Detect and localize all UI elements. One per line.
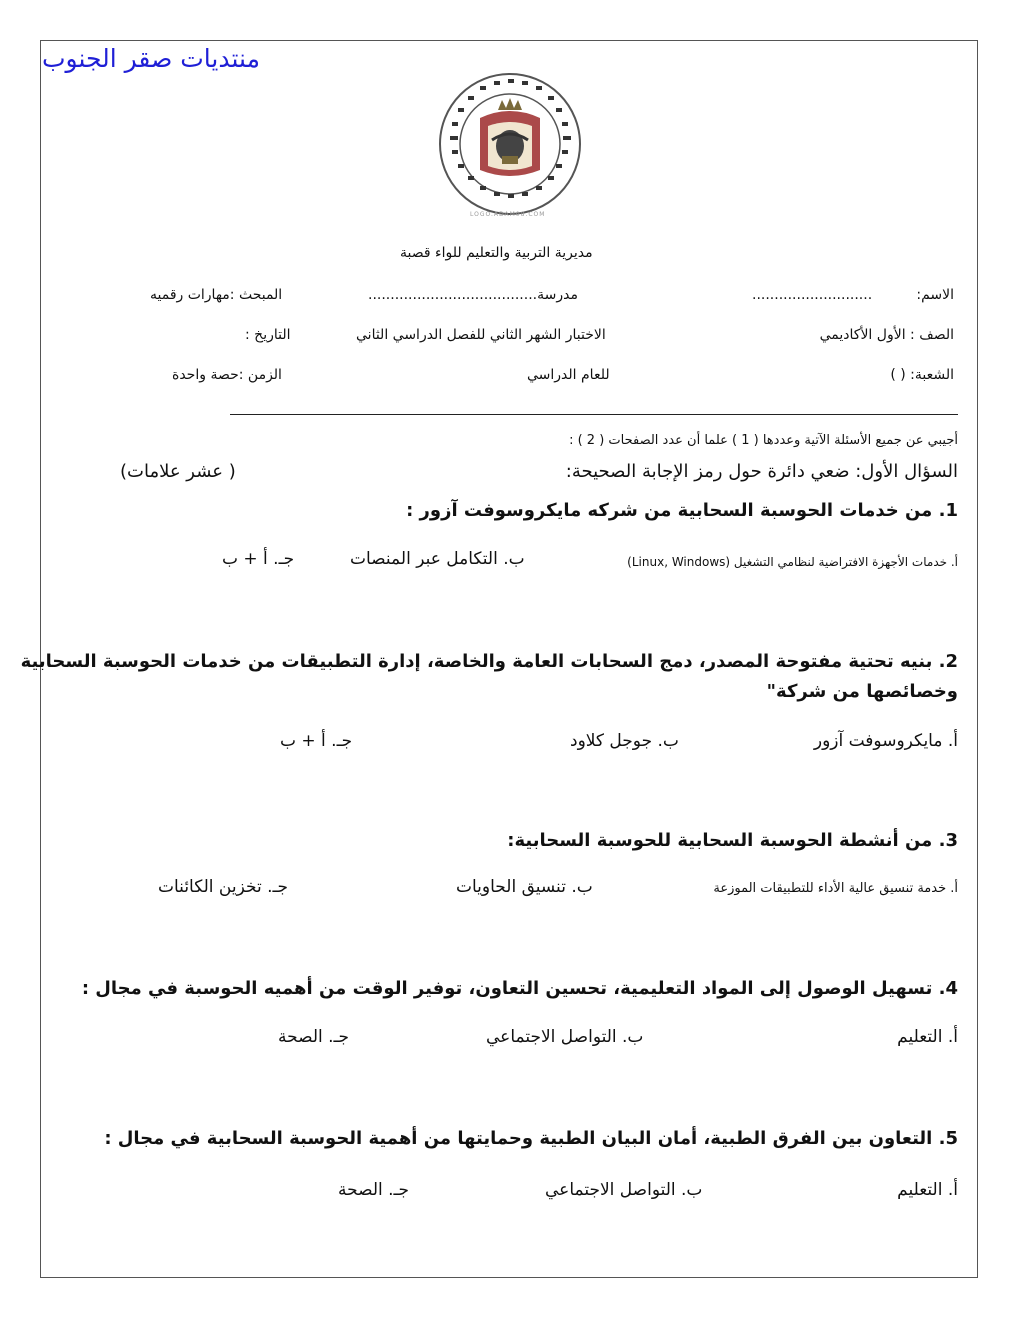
question-number: 5. — [938, 1128, 958, 1149]
question-text: التعاون بين الفرق الطبية، أمان البيان الطبية وحمايتها من أهمية الحوسبة السحابية في مجال : — [104, 1128, 933, 1149]
q1-option-c[interactable]: جـ. أ + ب — [222, 549, 295, 569]
q4-option-a[interactable]: أ. التعليم — [897, 1027, 958, 1047]
question-2 — [21, 651, 958, 672]
section1-marks: ( عشر علامات) — [120, 461, 236, 482]
section1-title: السؤال الأول: ضعي دائرة حول رمز الإجابة الصحيحة: — [565, 461, 958, 482]
subject-field: المبحث :مهارات رقميه — [150, 287, 283, 303]
question-2-line2: وخصائصها من شركة" — [766, 681, 958, 702]
question-text: بنيه تحتية مفتوحة المصدر، دمج السحابات العامة والخاصة، إدارة التطبيقات من خدمات الحوسبة السحابية — [20, 651, 933, 672]
q5-option-b[interactable]: ب. التواصل الاجتماعي — [545, 1180, 703, 1200]
question-1 — [406, 500, 958, 521]
question-4 — [82, 978, 958, 999]
name-blank: ........................... — [752, 287, 873, 303]
instructions: أجيبي عن جميع الأسئلة الآتية وعددها ( 1 ) علما أن عدد الصفحات ( 2 ) : — [569, 433, 958, 448]
time-field: الزمن :حصة واحدة — [172, 367, 282, 383]
watermark-text: منتديات صقر الجنوب — [42, 44, 260, 73]
school-field: مدرسة...................................... — [368, 287, 578, 303]
q4-option-c[interactable]: جـ. الصحة — [278, 1027, 350, 1047]
question-3 — [507, 830, 958, 851]
q1-option-b[interactable]: ب. التكامل عبر المنصات — [350, 549, 525, 569]
ministry-emblem — [436, 70, 584, 218]
q4-option-b[interactable]: ب. التواصل الاجتماعي — [486, 1027, 644, 1047]
header-divider — [230, 414, 958, 415]
grade-field: الصف : الأول الأكاديمي — [819, 327, 954, 343]
question-number: 2. — [938, 651, 958, 672]
q2-option-c[interactable]: جـ. أ + ب — [280, 731, 353, 751]
question-number: 1. — [938, 500, 958, 521]
q3-option-b[interactable]: ب. تنسيق الحاويات — [456, 877, 593, 897]
logo-caption: LOGO.ADAM08.COM — [470, 211, 546, 218]
date-label: التاريخ : — [245, 327, 291, 343]
question-text: من خدمات الحوسبة السحابية من شركه مايكروسوفت آزور : — [406, 500, 933, 521]
q2-option-b[interactable]: ب. جوجل كلاود — [570, 731, 679, 751]
question-number: 3. — [938, 830, 958, 851]
academic-year: للعام الدراسي — [527, 367, 610, 383]
q5-option-c[interactable]: جـ. الصحة — [338, 1180, 410, 1200]
directorate-title: مديرية التربية والتعليم للواء قصبة — [400, 245, 593, 261]
section-field: الشعبة: ( ) — [890, 367, 954, 383]
q3-option-c[interactable]: جـ. تخزين الكائنات — [158, 877, 288, 897]
question-number: 4. — [938, 978, 958, 999]
q5-option-a[interactable]: أ. التعليم — [897, 1180, 958, 1200]
name-label: الاسم: — [916, 287, 954, 303]
q2-option-a[interactable]: أ. مايكروسوفت آزور — [813, 731, 958, 751]
exam-title: الاختبار الشهر الثاني للفصل الدراسي الثاني — [356, 327, 606, 343]
q1-option-a[interactable]: أ. خدمات الأجهزة الافتراضية لنظامي التشغيل (Linux, Windows) — [627, 555, 958, 569]
question-text: من أنشطة الحوسبة السحابية للحوسبة السحابية: — [507, 830, 933, 851]
question-5 — [104, 1128, 958, 1149]
q3-option-a[interactable]: أ. خدمة تنسيق عالية الأداء للتطبيقات الموزعة — [713, 881, 958, 896]
question-text: تسهيل الوصول إلى المواد التعليمية، تحسين التعاون، توفير الوقت من أهميه الحوسبة في مجال : — [81, 978, 933, 999]
